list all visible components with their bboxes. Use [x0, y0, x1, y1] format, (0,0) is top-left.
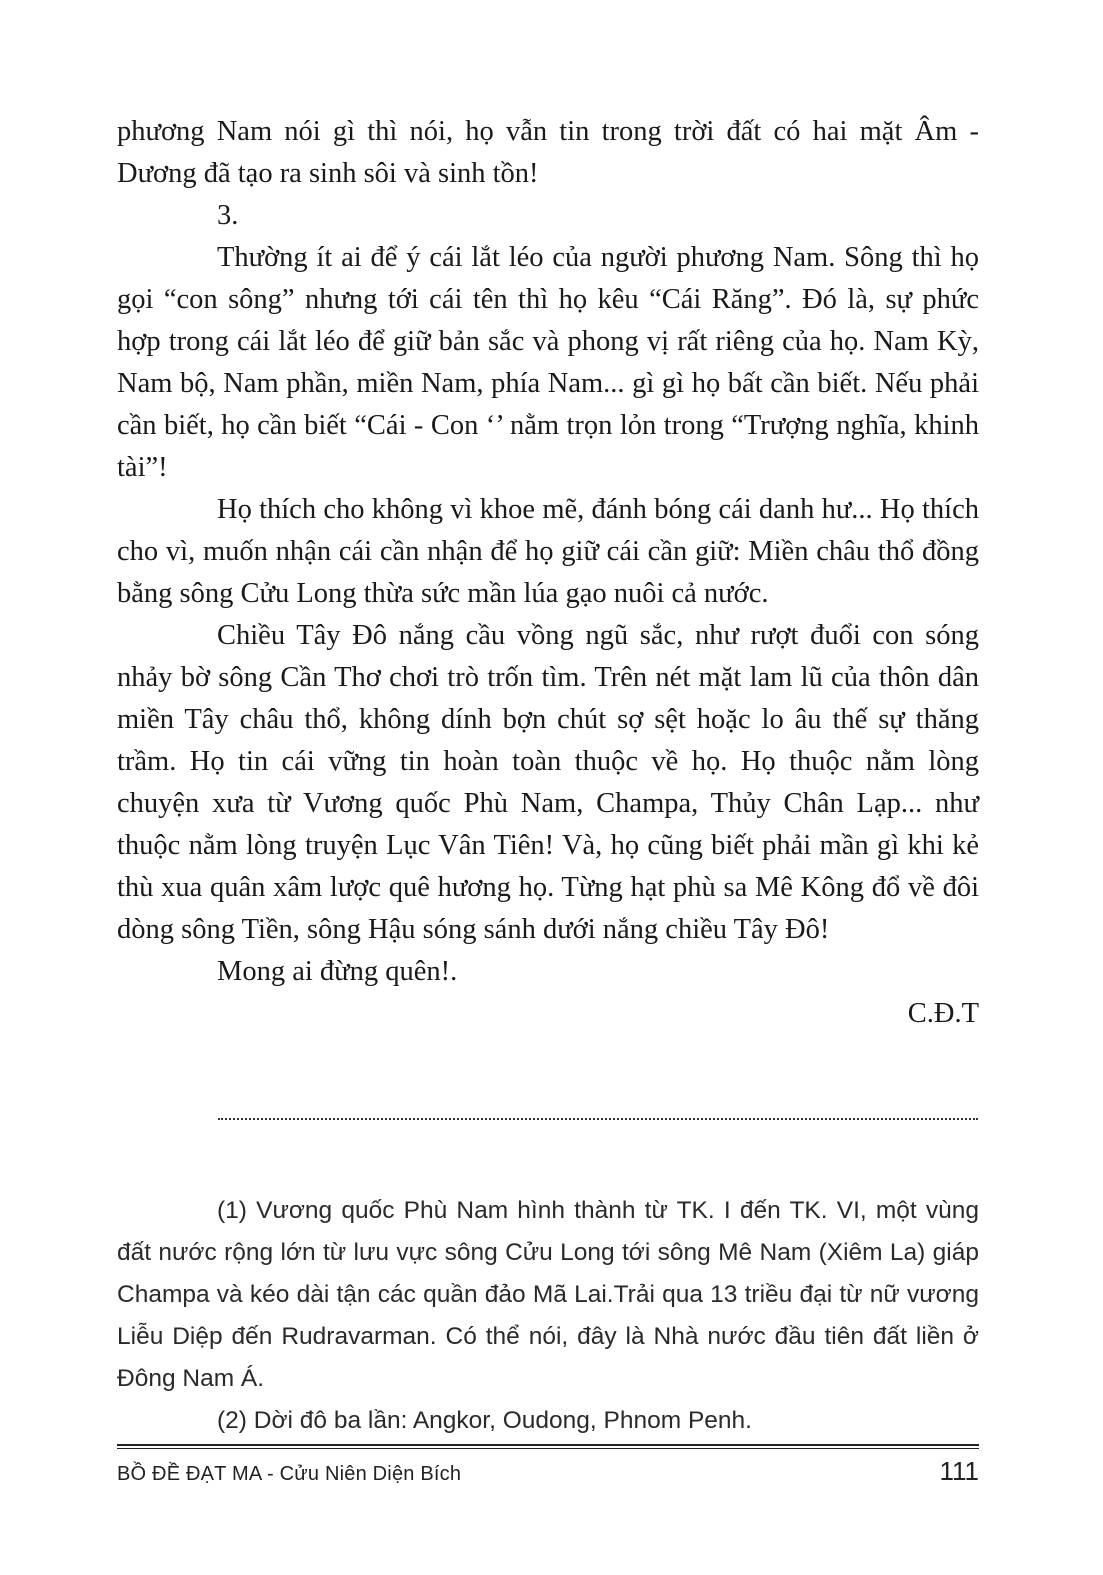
- paragraph: Thường ít ai để ý cái lắt léo của người phương Nam. Sông thì họ gọi “con sông” nhưng tới cái tên thì họ kêu “Cái Răng”. Đó là, sự phức hợp trong cái lắt léo để giữ bản sắc và phong vị rất riêng của họ. Nam Kỳ, Nam bộ, Nam phần, miền Nam, phía Nam... gì gì họ bất cần biết. Nếu phải cần biết, họ cần biết “Cái - Con ‘’ nằm trọn lỏn trong “Trượng nghĩa, khinh tài”!: [117, 242, 979, 483]
- paragraph: Họ thích cho không vì khoe mẽ, đánh bóng cái danh hư... Họ thích cho vì, muốn nhận cái cần nhận để họ giữ cái cần giữ: Miền châu thổ đồng bằng sông Cửu Long thừa sức mần lúa gạo nuôi cả nước.: [117, 494, 979, 609]
- section-number: 3.: [217, 200, 239, 231]
- footer-rule: [117, 1444, 979, 1449]
- book-title: BỒ ĐỀ ĐẠT MA - Cửu Niên Diện Bích: [117, 1463, 462, 1485]
- author-signature: C.Đ.T: [907, 998, 979, 1029]
- paragraph: Mong ai đừng quên!.: [217, 956, 458, 987]
- footnote: (1) Vương quốc Phù Nam hình thành từ TK. I đến TK. VI, một vùng đất nước rộng lớn từ lưu vực sông Cửu Long tới sông Mê Nam (Xiêm La) giáp Champa và kéo dài tận các quần đảo Mã Lai.Trải qua 13 triều đại từ nữ vương Liễu Diệp đến Rudravarman. Có thể nói, đây là Nhà nước đầu tiên đất liền ở Đông Nam Á.: [117, 1197, 979, 1392]
- body-text: [117, 111, 979, 1035]
- continuation-paragraph: phương Nam nói gì thì nói, họ vẫn tin trong trời đất có hai mặt Âm - Dương đã tạo ra sinh sôi và sinh tồn!: [117, 116, 979, 189]
- footnotes: [117, 1190, 979, 1442]
- page-footer: [117, 1456, 979, 1487]
- page-number: 111: [939, 1456, 979, 1486]
- paragraph: Chiều Tây Đô nắng cầu vồng ngũ sắc, như rượt đuổi con sóng nhảy bờ sông Cần Thơ chơi trò trốn tìm. Trên nét mặt lam lũ của thôn dân miền Tây châu thổ, không dính bợn chút sợ sệt hoặc lo âu thế sự thăng trầm. Họ tin cái vững tin hoàn toàn thuộc về họ. Họ thuộc nằm lòng chuyện xưa từ Vương quốc Phù Nam, Champa, Thủy Chân Lạp... như thuộc nằm lòng truyện Lục Vân Tiên! Và, họ cũng biết phải mần gì khi kẻ thù xua quân xâm lược quê hương họ. Từng hạt phù sa Mê Kông đổ về đôi dòng sông Tiền, sông Hậu sóng sánh dưới nắng chiều Tây Đô!: [117, 620, 979, 945]
- footnote: (2) Dời đô ba lần: Angkor, Oudong, Phnom Penh.: [217, 1407, 752, 1434]
- dotted-separator: [218, 1118, 978, 1120]
